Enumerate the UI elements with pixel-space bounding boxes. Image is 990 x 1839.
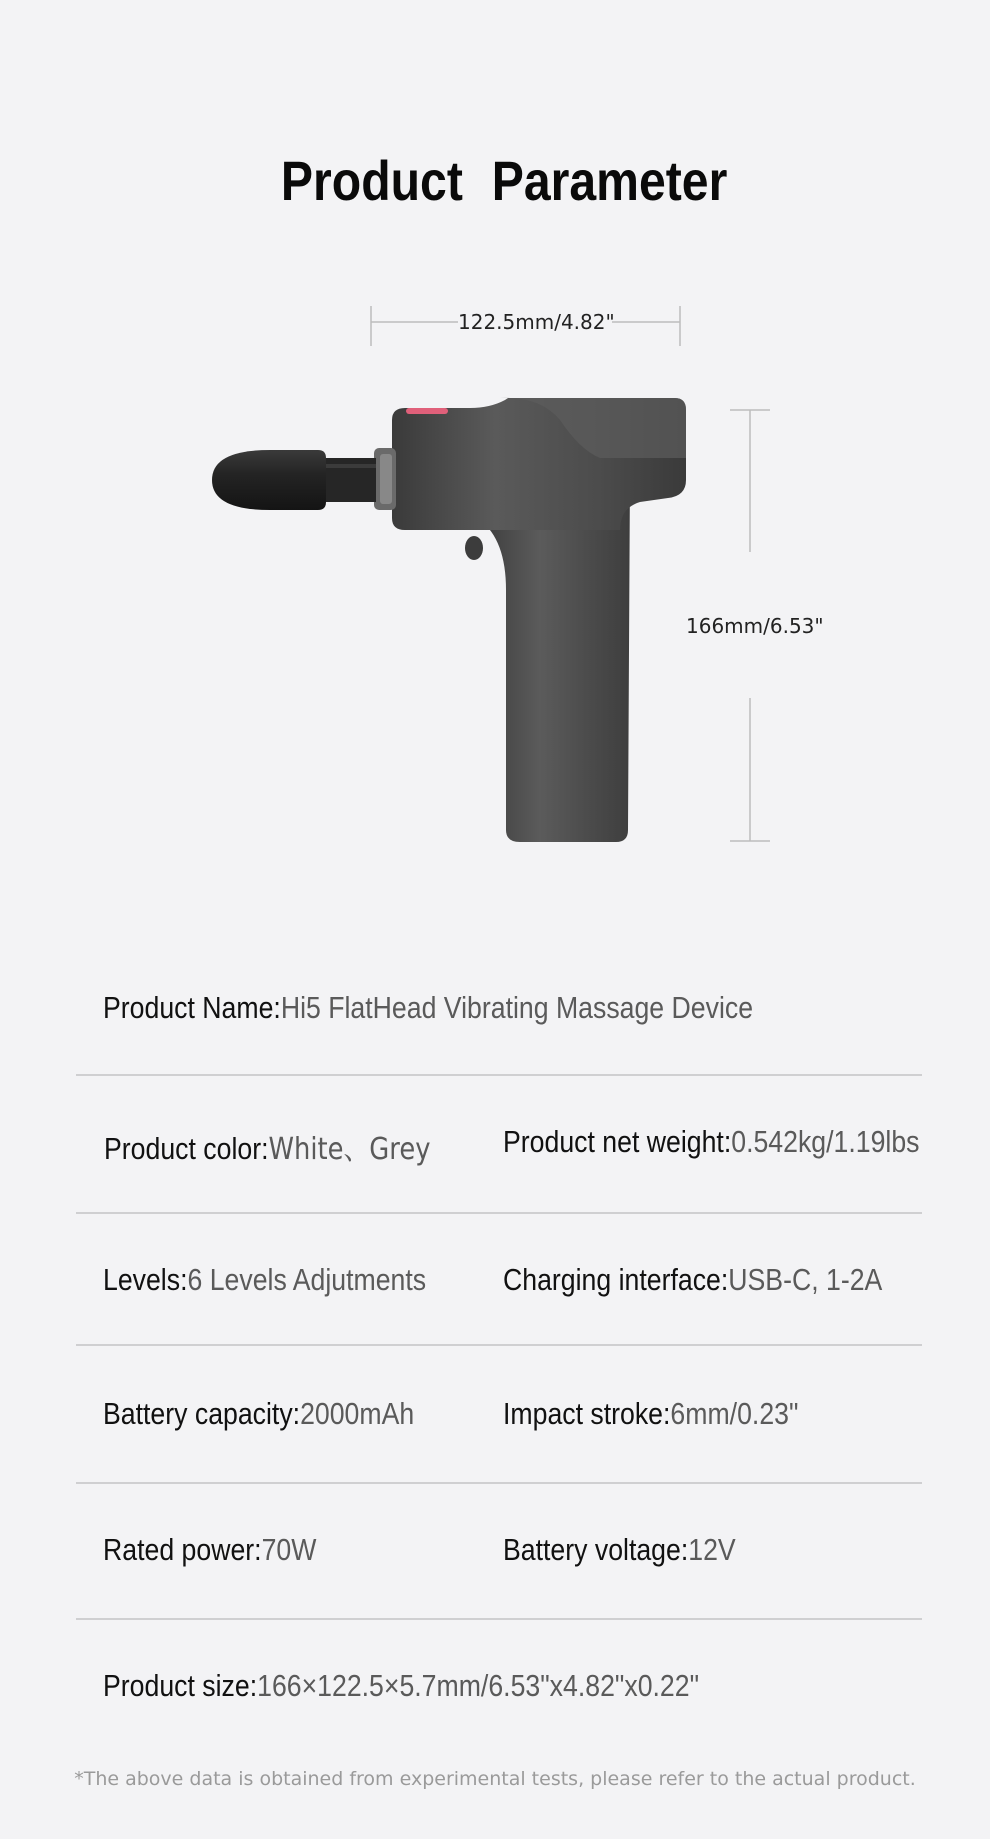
massage-gun-image xyxy=(0,290,990,870)
spec-impact-stroke: Impact stroke:6mm/0.23" xyxy=(503,1396,799,1431)
spec-row-levels-charging xyxy=(76,1214,922,1346)
spec-row-battery-stroke xyxy=(76,1346,922,1484)
side-button xyxy=(465,536,483,560)
height-dimension-label: 166mm/6.53" xyxy=(686,614,824,638)
spec-levels: Levels:6 Levels Adjutments xyxy=(103,1262,427,1297)
spec-row-color-weight xyxy=(76,1076,922,1214)
spec-row-power-voltage xyxy=(76,1484,922,1620)
spec-rated-power: Rated power:70W xyxy=(103,1532,317,1567)
disclaimer-note: *The above data is obtained from experimental tests, please refer to the actual product. xyxy=(74,1768,916,1790)
spec-battery-capacity: Battery capacity:2000mAh xyxy=(103,1396,415,1431)
spec-product-name: Product Name:Hi5 FlatHead Vibrating Massage Device xyxy=(103,990,754,1025)
massage-head xyxy=(212,450,326,510)
spec-net-weight: Product net weight:0.542kg/1.19lbs xyxy=(503,1124,920,1159)
spec-battery-voltage: Battery voltage:12V xyxy=(503,1532,736,1567)
spec-charging-interface: Charging interface:USB-C, 1-2A xyxy=(503,1262,883,1297)
page-title: Product Parameter xyxy=(280,149,728,212)
spec-row-name xyxy=(76,990,922,1076)
spec-product-color: Product color:White、Grey xyxy=(104,1131,431,1167)
indicator-light xyxy=(406,408,448,414)
width-dimension-label: 122.5mm/4.82" xyxy=(458,310,615,334)
spec-row-size xyxy=(76,1620,922,1720)
spec-product-size: Product size:166×122.5×5.7mm/6.53"x4.82"x0.22" xyxy=(103,1668,700,1703)
